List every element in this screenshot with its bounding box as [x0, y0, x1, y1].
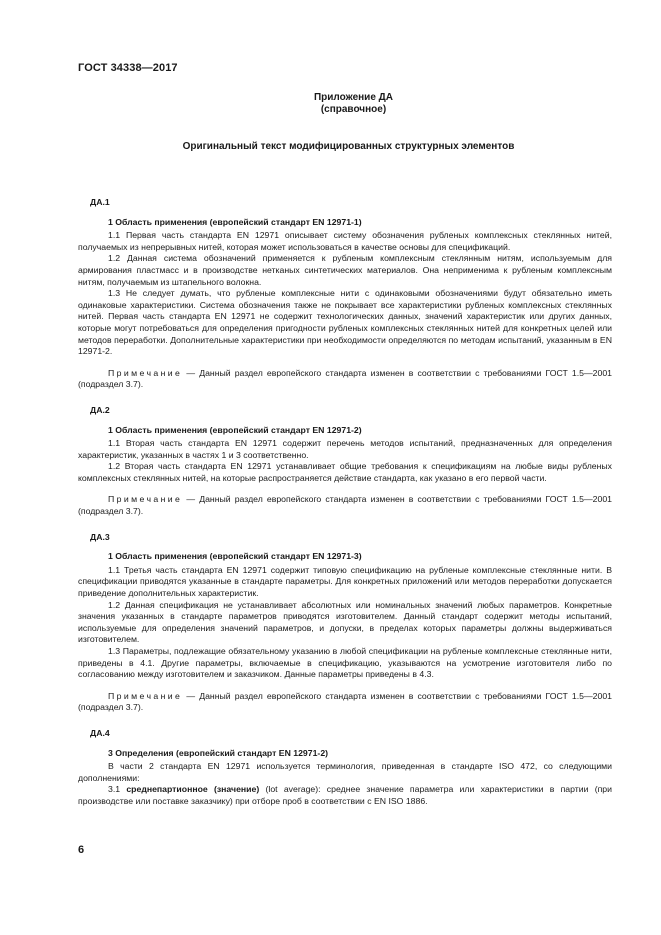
note [78, 494, 612, 517]
section-heading: 1 Область применения (европейский стандарт EN 12971-2) [108, 424, 362, 435]
section-id: ДА.4 [90, 727, 110, 738]
paragraph: 1.2 Данная система обозначений применяется к рубленым комплексным стеклянным нитям, используемым для армирования пластмасс и в производстве нетканых синтетических материалов. Она неприменима к рубленым комплексным нитям, получаемым из штапельного волокна. [78, 253, 612, 287]
note [78, 368, 612, 391]
appendix-label: Приложение ДА [313, 92, 394, 103]
paragraph: В части 2 стандарта EN 12971 используется терминология, приведенная в стандарте ISO 472, со следующими дополнениями: [78, 761, 612, 783]
paragraph: 1.1 Первая часть стандарта EN 12971 описывает систему обозначения рубленых комплексных стеклянных нитей, получаемых из непрерывных нитей, которая может использоваться в качестве основы для спецификаций. [78, 230, 612, 252]
standard-header: ГОСТ 34338—2017 [78, 62, 178, 74]
paragraph: 1.2 Данная спецификация не устанавливает абсолютных или номинальных значений любых параметров. Конкретные значения указанных в стандарте параметров приводятся изготовителем. Данный стандарт содержит методы испытаний, используемые для определения значений параметров, и допуски, в пределах которых параметры должны выдерживаться изготовителем. [78, 599, 612, 645]
note-label: Примечание [108, 690, 183, 701]
paragraph: 1.3 Не следует думать, что рубленые комплексные нити с одинаковыми обозначениями будут обязательно иметь одинаковые характеристики. Система обозначения также не покрывает все характеристики рубленых комплексных стеклянных нитей. Первая часть стандарта EN 12971 не содержит технологических данных, значений характеристик или других данных, которые могут потребоваться для определения пригодности рубленых комплексных стеклянных нитей для конкретных целей или методов переработки. Дополнительные характеристики при необходимости определяются по методам испытаний, указанным в EN 12971-2. [78, 288, 612, 357]
paragraph: 1.2 Вторая часть стандарта EN 12971 устанавливает общие требования к спецификациям на любые виды рубленых комплексных стеклянных нитей, на которые распространяется действие стандарта, как указано в его первой части. [78, 461, 612, 483]
note-text: — Данный раздел европейского стандарта изменен в соответствии с требованиями ГОСТ 1.5—2001 (подраздел 3.7). [78, 494, 612, 517]
paragraph: 1.3 Параметры, подлежащие обязательному указанию в любой спецификации на рубленые комплексные стеклянные нити, приведены в 4.1. Другие параметры, включаемые в спецификацию, указываются на усмотрение изготовителя либо по согласованию между изготовителем и заказчиком. Данные параметры приведены в 4.3. [78, 646, 612, 680]
appendix-type: (справочное) [320, 104, 387, 115]
note-text: — Данный раздел европейского стандарта изменен в соответствии с требованиями ГОСТ 1.5—2001 (подраздел 3.7). [78, 367, 612, 390]
page-title: Оригинальный текст модифицированных структурных элементов [182, 141, 515, 152]
note-label: Примечание [108, 494, 183, 505]
section-id: ДА.2 [90, 404, 110, 415]
section-heading: 1 Область применения (европейский стандарт EN 12971-3) [108, 551, 362, 562]
section-heading: 1 Область применения (европейский стандарт EN 12971-1) [108, 216, 362, 227]
paragraph: 1.1 Вторая часть стандарта EN 12971 содержит перечень методов испытаний, предназначенных для определения характеристик, указанных в частях 1 и 3 соответственно. [78, 438, 612, 460]
section-id: ДА.3 [90, 531, 110, 542]
document-body [78, 190, 612, 808]
note-label: Примечание [108, 367, 183, 378]
term-definition [78, 784, 612, 807]
page-number: 6 [78, 844, 85, 856]
note [78, 691, 612, 714]
term-name: среднепартионное (значение) [126, 784, 260, 795]
term-text: (lot average): среднее значение параметра или характеристики в партии (при производстве или поставке заказчику) при отборе проб в соответствии с EN ISO 1886. [78, 784, 612, 806]
section-id: ДА.1 [90, 197, 110, 207]
paragraph: 1.1 Третья часть стандарта EN 12971 содержит типовую спецификацию на рубленые комплексные стеклянные нити. В спецификации приводятся указанные в стандарте параметры. Для конкретных приложений или методов переработки допускается приведение дополнительных характеристик. [78, 564, 612, 599]
note-text: — Данный раздел европейского стандарта изменен в соответствии с требованиями ГОСТ 1.5—2001 (подраздел 3.7). [78, 690, 612, 713]
term-number: 3.1 [108, 784, 127, 795]
section-heading: 3 Определения (европейский стандарт EN 12971-2) [108, 747, 329, 758]
